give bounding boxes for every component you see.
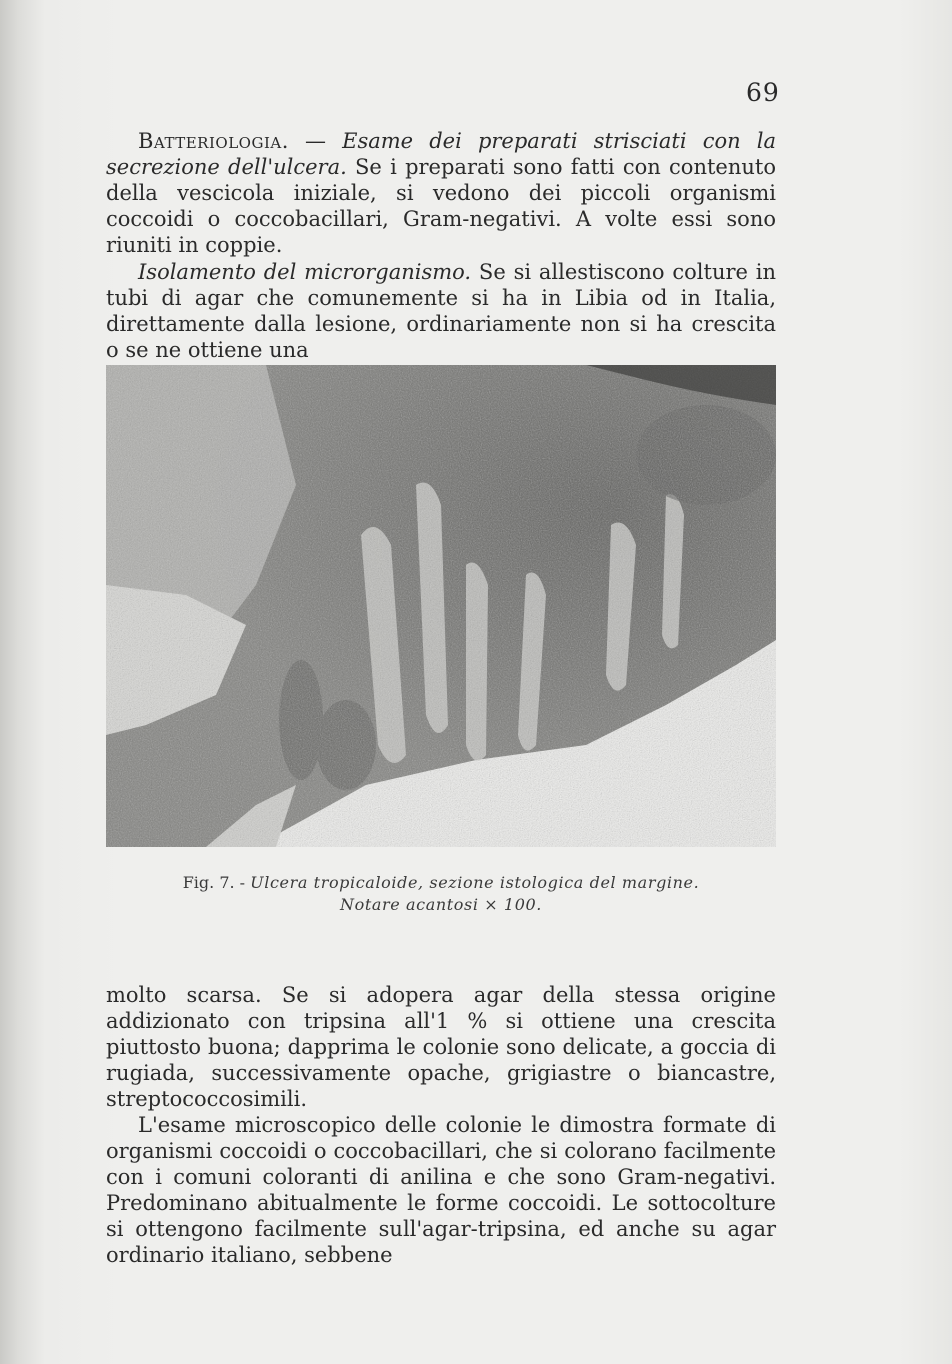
histology-photograph [106,365,776,847]
paragraph-bacteriology [106,128,776,258]
caption-line-2: Notare acantosi × 100. [340,895,542,914]
histology-image [106,365,776,847]
paragraph-text: Se si allestiscono colture in tubi di agar che comunemente si ha in Libia od in Italia, direttamente dalla lesione, ordinariamente non si ha crescita o se ne ottiene una [106,260,777,362]
page-number: 69 [746,78,780,107]
paragraph-text: Se i preparati sono fatti con contenuto della vescicola iniziale, si vedono dei piccoli organismi coccoidi o coccobacillari, Gram-negativi. A volte essi sono riuniti in coppie. [106,155,776,257]
paragraph-cultures [106,982,776,1268]
subsection-title: Isolamento del microrganismo. [138,260,472,284]
caption-line-1: Ulcera tropicaloide, sezione istologica del margine. [250,873,700,892]
figure-caption [106,872,776,916]
paragraph-text: L'esame microscopico delle colonie le dimostra formate di organismi coccoidi o coccobacillari, che si colorano facilmente con i comuni coloranti di anilina e che sono Gram-negativi. Predominano abitualmente le forme coccoidi. Le sottocolture si ottengono facilmente sull'agar-tripsina, ed anche su agar ordinario italiano, sebbene [106,1113,776,1267]
paragraph-isolation [106,259,776,363]
section-heading: Batteriologia. [138,129,289,153]
figure-label: Fig. 7. - [182,873,251,892]
em-dash: — [288,129,343,153]
paragraph-text: molto scarsa. Se si adopera agar della stessa origine addizionato con tripsina all'1 % si ottiene una crescita piuttosto buona; dapprima le colonie sono delicate, a goccia di rugiada, successivamente opache, grigiastre o biancastre, streptococcosimili. [106,983,776,1111]
subsection-title: Esame dei preparati strisciati con la secrezione dell'ulcera. [106,129,776,179]
